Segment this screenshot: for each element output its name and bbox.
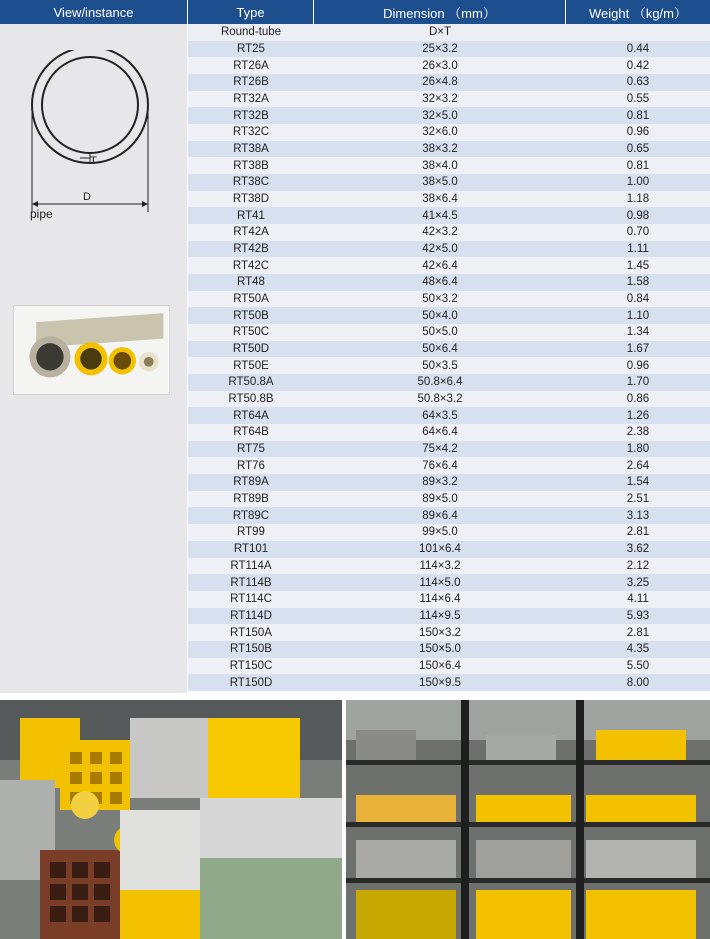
- cell-dimension: 50.8×3.2: [417, 393, 463, 406]
- cell-weight: 1.11: [627, 243, 649, 256]
- table-row: [188, 407, 710, 424]
- cell-dimension: 50×6.4: [422, 343, 458, 356]
- cell-dimension: 150×9.5: [419, 676, 461, 689]
- subheader-dimension: D×T: [428, 26, 452, 39]
- cell-type: RT50.8B: [228, 393, 274, 406]
- cell-weight: 1.67: [626, 343, 650, 356]
- cell-dimension: 42×3.2: [422, 226, 458, 239]
- cell-dimension: 50×4.0: [422, 309, 458, 322]
- table-row: [188, 124, 710, 141]
- cell-type: RT38B: [233, 159, 269, 172]
- table-row: [188, 324, 710, 341]
- cell-type: RT50C: [232, 326, 270, 339]
- table-row: [188, 341, 710, 358]
- frp-shelves-image: [346, 700, 710, 939]
- cell-type: RT150D: [229, 676, 273, 689]
- cell-type: RT76: [237, 459, 265, 472]
- cell-dimension: 50×5.0: [422, 326, 458, 339]
- cell-dimension: 25×3.2: [422, 43, 458, 55]
- table-row: [188, 357, 710, 374]
- cell-weight: 0.98: [626, 209, 650, 222]
- cell-dimension: 101×6.4: [419, 543, 461, 556]
- cell-weight: 8.00: [626, 676, 650, 689]
- cell-dimension: 38×3.2: [422, 143, 458, 156]
- cell-dimension: 64×6.4: [422, 426, 458, 439]
- cell-dimension: 38×4.0: [422, 159, 458, 172]
- cell-type: RT114A: [230, 559, 272, 572]
- cell-weight: 0.96: [626, 126, 650, 139]
- cell-dimension: 50.8×6.4: [417, 376, 463, 389]
- table-row: [188, 307, 710, 324]
- cell-dimension: 76×6.4: [422, 459, 458, 472]
- header-view-instance: View/instance: [0, 0, 188, 24]
- cell-type: RT150C: [229, 659, 273, 672]
- cell-dimension: 42×6.4: [422, 259, 458, 272]
- cell-dimension: 99×5.0: [422, 526, 458, 539]
- cell-weight: 1.10: [626, 309, 650, 322]
- table-row: [188, 74, 710, 91]
- cell-weight: 1.34: [626, 326, 650, 339]
- table-row: [188, 474, 710, 491]
- cell-type: RT99: [237, 526, 265, 539]
- table-row: [188, 674, 710, 691]
- subheader-type: Round-tube: [220, 26, 282, 39]
- cell-weight: 1.00: [626, 176, 650, 189]
- table-subheader-row: [188, 24, 710, 41]
- cell-type: RT101: [233, 543, 269, 556]
- product-photo-left: [0, 700, 342, 939]
- cell-weight: 2.81: [626, 626, 650, 639]
- cell-weight: 0.96: [626, 359, 650, 372]
- cell-type: RT38C: [232, 176, 270, 189]
- cell-weight: 2.51: [626, 493, 650, 506]
- cell-weight: 0.81: [626, 109, 650, 122]
- cell-type: RT114C: [230, 593, 272, 606]
- cell-type: RT42C: [232, 259, 270, 272]
- cell-weight: 1.70: [626, 376, 650, 389]
- cell-type: RT150A: [230, 626, 272, 639]
- cell-dimension: 150×6.4: [419, 659, 461, 672]
- table-row: [188, 41, 710, 58]
- cell-dimension: 38×6.4: [422, 193, 458, 206]
- cell-weight: 2.64: [626, 459, 650, 472]
- label-pipe: pipe: [30, 207, 53, 221]
- round-tube-diagram: [10, 50, 170, 230]
- cell-type: RT50E: [233, 359, 269, 372]
- cell-type: RT32B: [233, 109, 269, 122]
- cell-weight: 3.25: [626, 576, 650, 589]
- cell-weight: 5.93: [626, 609, 650, 622]
- cell-type: RT64B: [233, 426, 269, 439]
- cell-type: RT26B: [233, 76, 269, 89]
- cell-type: RT50A: [233, 293, 269, 306]
- cell-type: RT50.8A: [228, 376, 274, 389]
- header-dimension: Dimension （mm）: [314, 0, 566, 24]
- table-row: [188, 174, 710, 191]
- cell-weight: 1.80: [626, 443, 650, 456]
- cell-type: RT89A: [233, 476, 269, 489]
- cell-type: RT41: [237, 209, 265, 222]
- table-header: [0, 0, 710, 24]
- cell-dimension: 64×3.5: [422, 409, 458, 422]
- cell-weight: 3.13: [626, 509, 650, 522]
- cell-type: RT114D: [230, 609, 272, 622]
- table-row: [188, 624, 710, 641]
- table-row: [188, 274, 710, 291]
- pipe-ends-image: [14, 306, 169, 394]
- cell-weight: 1.45: [626, 259, 650, 272]
- cell-weight: 5.50: [626, 659, 650, 672]
- cell-dimension: 150×3.2: [419, 626, 461, 639]
- table-row: [188, 491, 710, 508]
- cell-dimension: 114×9.5: [419, 609, 461, 622]
- cell-weight: 4.35: [626, 643, 650, 656]
- cell-weight: 1.54: [626, 476, 650, 489]
- cell-weight: 4.11: [627, 593, 649, 606]
- product-photo-right: [346, 700, 710, 939]
- cell-type: RT42A: [233, 226, 269, 239]
- table-row: [188, 224, 710, 241]
- cell-weight: 0.86: [626, 393, 650, 406]
- table-row: [188, 457, 710, 474]
- table-row: [188, 57, 710, 74]
- cell-weight: 0.81: [626, 159, 650, 172]
- cell-weight: 0.55: [626, 93, 650, 106]
- cell-type: RT64A: [233, 409, 269, 422]
- cell-dimension: 42×5.0: [422, 243, 458, 256]
- cell-dimension: 89×5.0: [422, 493, 458, 506]
- table-row: [188, 374, 710, 391]
- table-row: [188, 141, 710, 158]
- table-body: [188, 41, 710, 691]
- header-type: Type: [188, 0, 314, 24]
- table-row: [188, 558, 710, 575]
- specification-table: [188, 24, 710, 691]
- table-row: [188, 91, 710, 108]
- cell-dimension: 89×6.4: [422, 509, 458, 522]
- table-row: [188, 424, 710, 441]
- cell-dimension: 32×3.2: [422, 93, 458, 106]
- cell-dimension: 50×3.2: [422, 293, 458, 306]
- table-row: [188, 608, 710, 625]
- cell-dimension: 114×6.4: [419, 593, 461, 606]
- table-row: [188, 107, 710, 124]
- cell-type: RT114B: [230, 576, 272, 589]
- frp-profiles-image: [0, 700, 342, 939]
- cell-dimension: 50×3.5: [422, 359, 458, 372]
- table-row: [188, 157, 710, 174]
- label-t: T: [90, 155, 97, 167]
- cell-weight: 2.12: [626, 559, 650, 572]
- cell-dimension: 26×4.8: [422, 76, 458, 89]
- cell-type: RT89C: [232, 509, 270, 522]
- cell-dimension: 150×5.0: [419, 643, 461, 656]
- subheader-weight: [566, 24, 710, 41]
- cell-type: RT48: [237, 276, 265, 289]
- cell-weight: 2.81: [626, 526, 650, 539]
- cell-type: RT50B: [233, 309, 269, 322]
- cell-dimension: 26×3.0: [422, 59, 458, 72]
- cell-weight: 0.70: [626, 226, 650, 239]
- table-row: [188, 391, 710, 408]
- label-d: D: [83, 191, 91, 203]
- cell-dimension: 89×3.2: [422, 476, 458, 489]
- cell-type: RT75: [237, 443, 265, 456]
- cell-dimension: 114×3.2: [419, 559, 461, 572]
- cell-type: RT150B: [230, 643, 272, 656]
- table-row: [188, 257, 710, 274]
- cell-weight: 0.63: [626, 76, 650, 89]
- cell-weight: 1.58: [626, 276, 650, 289]
- cell-type: RT50D: [232, 343, 270, 356]
- cell-dimension: 32×6.0: [422, 126, 458, 139]
- cell-type: RT89B: [233, 493, 269, 506]
- cell-weight: 1.18: [626, 193, 650, 206]
- table-row: [188, 658, 710, 675]
- table-row: [188, 641, 710, 658]
- cell-type: RT26A: [233, 59, 269, 72]
- header-weight: Weight （kg/m）: [588, 5, 687, 21]
- cell-dimension: 41×4.5: [422, 209, 458, 222]
- table-row: [188, 541, 710, 558]
- table-row: [188, 441, 710, 458]
- table-row: [188, 524, 710, 541]
- table-row: [188, 191, 710, 208]
- table-row: [188, 574, 710, 591]
- cell-dimension: 48×6.4: [422, 276, 458, 289]
- table-row: [188, 291, 710, 308]
- cell-type: RT42B: [233, 243, 269, 256]
- table-row: [188, 207, 710, 224]
- cell-weight: 0.84: [626, 293, 650, 306]
- cell-weight: 0.65: [626, 143, 650, 156]
- table-row: [188, 507, 710, 524]
- cell-type: RT25: [237, 43, 265, 55]
- cell-dimension: 114×5.0: [419, 576, 461, 589]
- cell-weight: 2.38: [626, 426, 650, 439]
- pipe-sample-photo: [13, 305, 170, 395]
- cell-type: RT38A: [233, 143, 269, 156]
- cell-dimension: 75×4.2: [422, 443, 458, 456]
- cell-type: RT38D: [232, 193, 270, 206]
- cell-dimension: 32×5.0: [422, 109, 458, 122]
- table-row: [188, 241, 710, 258]
- cell-weight: 1.26: [626, 409, 650, 422]
- cell-type: RT32C: [232, 126, 270, 139]
- cell-type: RT32A: [233, 93, 269, 106]
- cell-weight: 3.62: [626, 543, 650, 556]
- cell-weight: 0.42: [626, 59, 650, 72]
- cell-weight: 0.44: [626, 43, 650, 55]
- cell-dimension: 38×5.0: [422, 176, 458, 189]
- table-row: [188, 591, 710, 608]
